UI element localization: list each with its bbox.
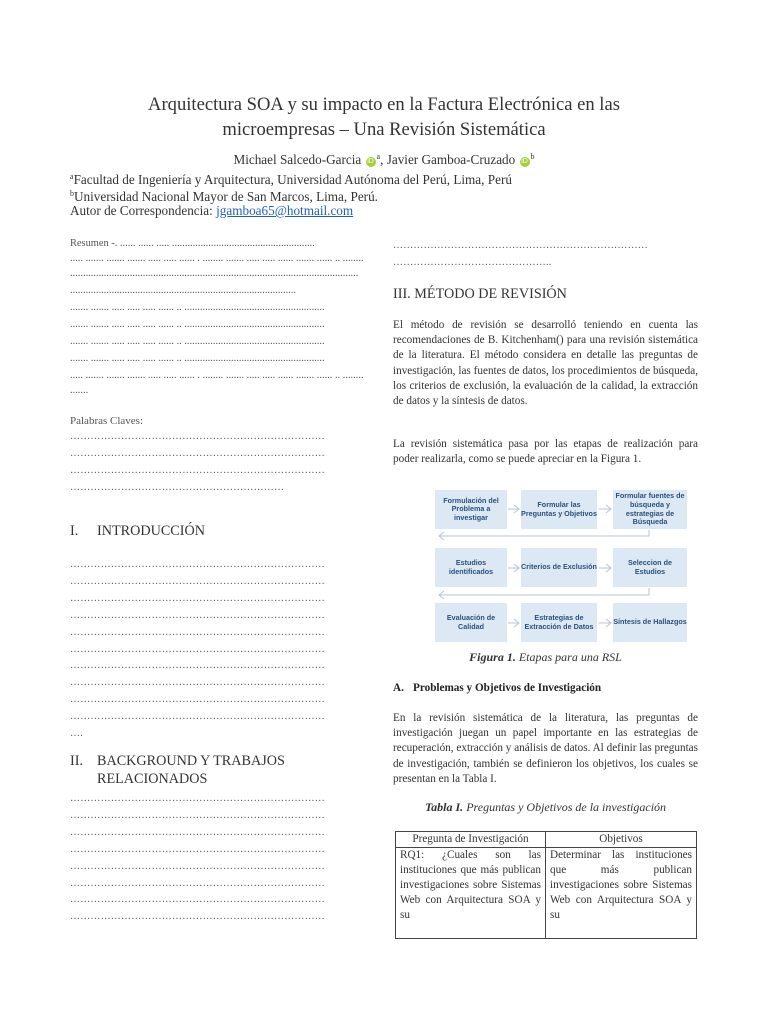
body-line: ………………………………………………………………… (70, 826, 325, 838)
body-line: ………………………………………………………………… (70, 809, 325, 821)
section-title: BACKGROUND Y TRABAJOS (97, 753, 285, 769)
table-cell-text: Determinar las instituciones que más publican investigaciones sobre Sistemas Web con Arquitectura SOA y su (550, 849, 692, 921)
arrow-right (508, 564, 519, 572)
section-number: I. (70, 523, 79, 539)
abstract-line: ..... ....... ....... ....... ..... ..... ...... . ........ ....... ..... ..... ...... ....... ...... .. ........ (70, 253, 364, 264)
body-line: ………………………………………………………………… (70, 860, 325, 872)
body-line: ………………………………………………………………… (70, 793, 325, 804)
table-cell (546, 848, 697, 939)
affiliation-text: Facultad de Ingeniería y Arquitectura, Universidad Autónoma del Perú, Lima, Perú (73, 172, 512, 187)
stage-box: Evaluación de Calidad (435, 603, 507, 642)
stage-box: Formulación del Problema a investigar (435, 490, 507, 529)
affiliation-marker: a (70, 172, 74, 181)
research-questions-table (395, 831, 697, 939)
metodo-paragraph-2: La revisión sistemática pasa por las etapas de realización para poder realizarla, como se puede apreciar en la Figura 1. (393, 438, 698, 466)
abstract-line: ....... ....... ..... ..... ..... ...... .. ...................................................... (70, 319, 325, 330)
continued-text (393, 238, 698, 272)
background-body (70, 791, 374, 926)
body-line: ………………………………………………………………… (70, 609, 325, 621)
section-number: III. (393, 286, 411, 302)
author-name: , Javier Gamboa-Cruzado (380, 152, 516, 167)
stage-box: Síntesis de Hallazgos (613, 603, 687, 642)
body-line: ………………………………………………………………… (70, 911, 325, 923)
subsection-a-paragraph: En la revisión sistemática de la literatura, las preguntas de investigación juegan un papel importante en las estrategias de recuperación, extracción y análisis de datos. Al definir las preguntas de investigación, también se definieron los objetivos, los cuales se presentan en la Tabla I. (393, 712, 698, 785)
abstract-label: Resumen -. ...... ...... ..... ....................................................... (70, 238, 315, 249)
body-line: ………………………………………………………………… (70, 626, 325, 638)
table-cell-text: RQ1: ¿Cuales son las instituciones que más publican investigaciones sobre Sistemas Web con Arquitectura SOA y su (400, 849, 541, 921)
section-title: INTRODUCCIÓN (97, 523, 205, 539)
abstract-line: ....... ....... ..... ..... ..... ...... .. ...................................................... (70, 302, 325, 313)
section-title: MÉTODO DE REVISIÓN (414, 286, 567, 302)
affiliation-text: Universidad Nacional Mayor de San Marcos, Lima, Perú. (74, 189, 378, 204)
body-line: ………………………………………………………………… (70, 643, 325, 655)
body-line: ………………………………………………………………… (70, 592, 325, 604)
arrow-right (508, 505, 519, 513)
section-heading-background (70, 752, 374, 788)
figure-caption-text: Etapas para una RSL (515, 650, 622, 664)
keywords-label: Palabras Claves: (70, 415, 144, 427)
section-number: II. (70, 753, 83, 769)
table-row (396, 848, 697, 939)
body-line: ………………………………………………………………… (70, 575, 325, 587)
arrow-right (599, 619, 611, 627)
affiliation-marker: b (70, 189, 74, 198)
stage-box: Criterios de Exclusión (521, 548, 597, 587)
arrow-right (599, 505, 611, 513)
figure-caption-label: Figura 1. (469, 650, 516, 664)
table-caption-label: Tabla I. (424, 800, 464, 814)
section-title: RELACIONADOS (97, 771, 208, 787)
author-name: Michael Salcedo-Garcia (233, 152, 362, 167)
abstract-line: ....... (70, 385, 89, 396)
arrow-return (439, 530, 649, 540)
correspondence-label: Autor de Correspondencia: (70, 203, 217, 218)
affiliation-marker: b (530, 152, 535, 161)
table-header-row (396, 832, 697, 848)
body-line: ………………………………………………………………… (70, 877, 325, 889)
arrow-right (599, 564, 611, 572)
body-line: ………………………………………………………………… (70, 677, 325, 689)
table-caption-text: Preguntas y Objetivos de la investigación (463, 800, 667, 814)
stage-box: Formular las Preguntas y Objetivos (521, 490, 597, 529)
section-heading-introduccion (70, 522, 374, 540)
stage-box: Formular fuentes de búsqueda y estrategias de Búsqueda (613, 490, 687, 529)
subsection-title: Problemas y Objetivos de Investigación (413, 682, 602, 694)
table-caption (393, 800, 698, 815)
abstract-line: ....... ....... ..... ..... ..... ...... .. ...................................................... (70, 353, 325, 364)
abstract-line: ....... ....... ..... ..... ..... ...... .. ...................................................... (70, 336, 325, 347)
metodo-paragraph-1: El método de revisión se desarrolló teniendo en cuenta las recomendaciones de B. Kitchenham() para una revisión sistemática de la literatura. El método considera en detalle las preguntas de investigación, las fuentes de datos, los procedimientos de búsqueda, los criterios de exclusión, la evaluación de la calidad, la extracción de datos y la síntesis de datos. (393, 319, 698, 408)
figure-rsl-stages (393, 482, 698, 645)
section-heading-metodo (393, 285, 698, 303)
abstract-line: ..... ....... ....... ....... ..... ..... ...... . ........ ....... ..... ..... ...... ....... ...... .. ........ (70, 370, 364, 381)
subsection-number: A. (393, 682, 404, 694)
orcid-icon[interactable]: iD (521, 158, 528, 165)
body-line: ………………………………………………………………… (70, 843, 325, 855)
body-line: ………………………………………………………………… (70, 894, 325, 906)
correspondence-email-link[interactable]: jgamboa65@hotmail.com (216, 203, 354, 218)
keywords-line: ……………………………………………………… (70, 481, 285, 493)
stage-box: Seleccion de Estudios (613, 548, 687, 587)
keywords (70, 414, 374, 497)
body-line: ………………………………………………………………… (70, 660, 325, 672)
title-line-2: microempresas – Una Revisión Sistemática (222, 119, 546, 140)
introduccion-body (70, 557, 374, 743)
correspondence (70, 202, 353, 219)
keywords-line: ………………………………………………………………… (70, 447, 325, 459)
stage-box: Estrategias de Extracción de Datos (521, 603, 597, 642)
orcid-icon[interactable]: iD (367, 158, 374, 165)
body-line: ……………………………………….. (393, 256, 552, 268)
affiliation-marker: a (376, 152, 381, 161)
abstract-line: ............................................................................................................... (70, 268, 359, 279)
table-header-cell: Objetivos (546, 832, 697, 848)
keywords-line: ………………………………………………………………… (70, 464, 325, 476)
stage-box: Estudios identificados (435, 548, 507, 587)
figure-caption (393, 650, 698, 665)
arrow-right (508, 619, 519, 627)
body-line: ………………………………………………………………… (393, 240, 648, 251)
body-line: ………………………………………………………………… (70, 694, 325, 706)
body-line: ………………………………………………………………… (70, 559, 325, 570)
keywords-line: ………………………………………………………………… (70, 431, 325, 442)
abstract (70, 236, 374, 398)
body-line: ………………………………………………………………… (70, 711, 325, 723)
abstract-line: ....................................................................................... (70, 285, 296, 296)
arrow-return (439, 588, 649, 599)
subsection-heading-a (393, 682, 698, 694)
table-header-cell: Pregunta de Investigación (396, 832, 546, 848)
paper-title (70, 92, 698, 142)
title-line-1: Arquitectura SOA y su impacto en la Factura Electrónica en las (148, 94, 620, 115)
table-cell (396, 848, 546, 939)
author-line (70, 152, 698, 168)
body-line: …. (70, 728, 83, 740)
